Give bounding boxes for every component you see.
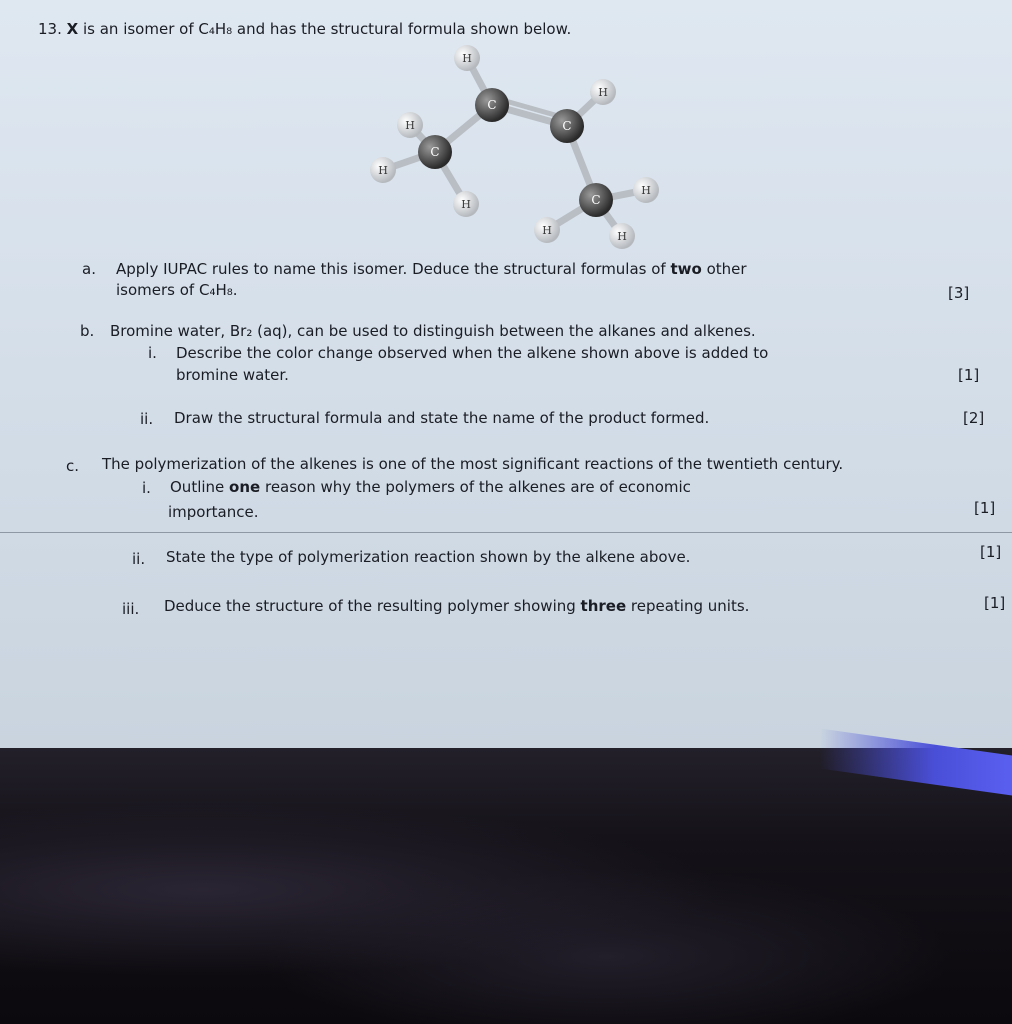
atom-label: H	[462, 52, 472, 65]
atom-label: H	[617, 230, 627, 243]
part-b-label: b.	[80, 322, 95, 340]
part-c-label: c.	[66, 457, 80, 475]
part-c-ii-marks: [1]	[980, 543, 1002, 561]
part-c-i-text: Outline	[170, 478, 230, 496]
part-c-i-line2: importance.	[168, 503, 259, 521]
part-c-i-marks: [1]	[974, 499, 996, 517]
atom-label: H	[542, 224, 552, 237]
divider-line	[0, 532, 1012, 533]
part-b-i-label: i.	[148, 344, 157, 362]
part-c-ii-label: ii.	[132, 550, 146, 568]
part-b-text: Bromine water, Br₂ (aq), can be used to distinguish between the alkanes and alkenes.	[110, 322, 756, 340]
part-b-ii-label: ii.	[140, 410, 154, 428]
part-c-i-text-end: reason why the polymers of the alkenes are of economic	[260, 478, 691, 496]
part-c-i-label: i.	[142, 479, 151, 497]
part-a-bold: two	[670, 260, 702, 278]
part-c-iii-text	[164, 597, 749, 615]
atom-label: H	[598, 86, 608, 99]
part-c-i-bold: one	[229, 478, 261, 496]
part-c-iii-bold: three	[580, 597, 627, 615]
part-c-ii-text: State the type of polymerization reaction shown by the alkene above.	[166, 548, 691, 566]
atom-label: C	[591, 193, 601, 207]
isomer-x: X	[66, 20, 79, 38]
part-c-i-line1	[170, 478, 691, 496]
question-intro: is an isomer of C₄H₈ and has the structural formula shown below.	[78, 20, 572, 38]
atom-label: C	[562, 119, 572, 133]
atom-label: C	[487, 98, 497, 112]
part-a-text-end: other	[701, 260, 747, 278]
part-b-ii-text: Draw the structural formula and state the name of the product formed.	[174, 409, 710, 427]
fabric-background	[0, 800, 1012, 1024]
atom-label: H	[461, 198, 471, 211]
molecule-model	[355, 40, 675, 265]
part-c-iii-text-end: repeating units.	[626, 597, 750, 615]
part-b-ii-marks: [2]	[963, 409, 985, 427]
atom-label: C	[430, 145, 440, 159]
part-a-line1	[116, 260, 747, 278]
part-a-line2: isomers of C₄H₈.	[116, 281, 238, 299]
part-b-i-line2: bromine water.	[176, 366, 289, 384]
atoms	[370, 45, 659, 249]
part-a-marks: [3]	[948, 284, 970, 302]
part-c-iii-marks: [1]	[984, 594, 1006, 612]
atom-label: H	[641, 184, 651, 197]
part-c-iii-label: iii.	[122, 600, 140, 618]
part-b-i-marks: [1]	[958, 366, 980, 384]
part-c-iii-text-start: Deduce the structure of the resulting polymer showing	[164, 597, 581, 615]
question-header	[38, 20, 571, 38]
atom-label: H	[405, 119, 415, 132]
question-number: 13.	[38, 20, 62, 38]
part-a-label: a.	[82, 260, 96, 278]
part-c-text: The polymerization of the alkenes is one of the most significant reactions of the twentieth century.	[102, 455, 844, 473]
part-b-i-line1: Describe the color change observed when the alkene shown above is added to	[176, 344, 769, 362]
part-a-text: Apply IUPAC rules to name this isomer. Deduce the structural formulas of	[116, 260, 671, 278]
atom-label: H	[378, 164, 388, 177]
